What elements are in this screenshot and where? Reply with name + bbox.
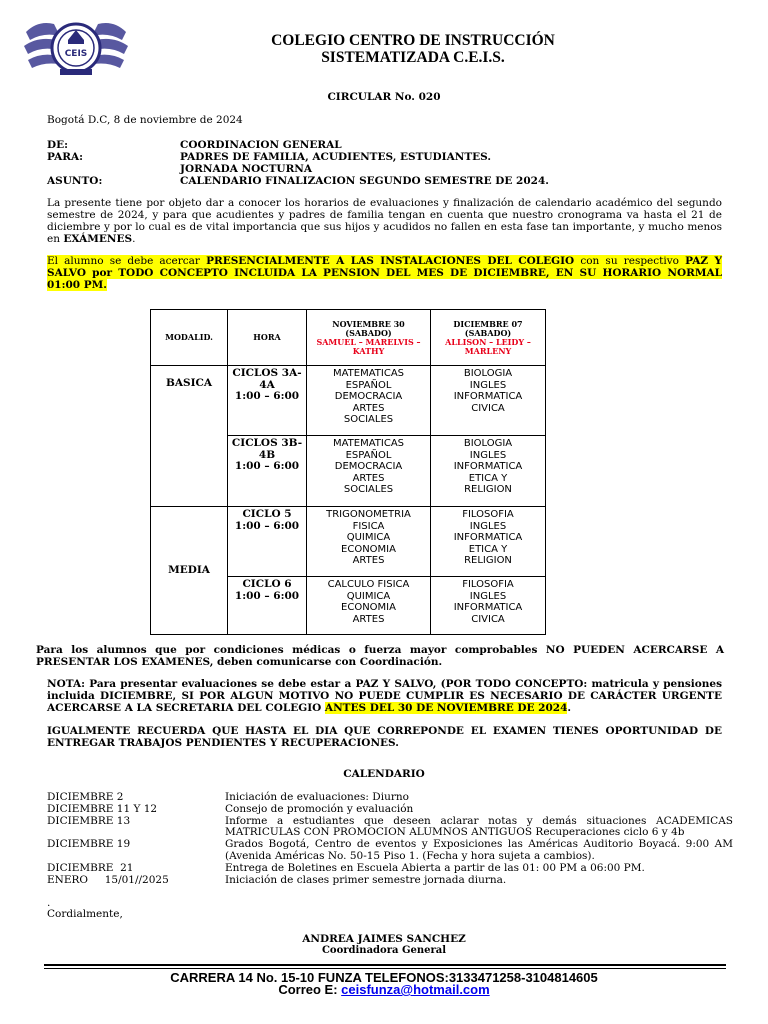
nov-subjects-cell: TRIGONOMETRIA FISICA QUIMICA ECONOMIA ARTES — [307, 507, 431, 577]
calendar-event: Consejo de promoción y evaluación — [225, 802, 414, 815]
calendar-event: Iniciación de clases primer semestre jornada diurna. — [225, 873, 507, 886]
intro-emphasis: EXÁMENES — [63, 233, 133, 245]
table-row — [151, 366, 546, 436]
school-name — [190, 32, 636, 66]
calendar-entry — [47, 863, 733, 875]
calendar-list — [47, 792, 733, 886]
calendar-entry — [47, 839, 733, 863]
nota-text: NOTA: Para presentar evaluaciones se debe estar a PAZ Y SALVO, (POR TODO CONCEPTO: matricula y pensiones incluida DICIEMBRE, SI POR ALGUN MOTIVO NO PUEDE CUMPLIR ES NECESARIO DE CARÁCTER URGENTE ACERCARSE A LA SECRETARIA DEL COLEGIO — [47, 678, 722, 714]
header-hora: HORA — [228, 310, 307, 366]
hour-range: 1:00 – 6:00 — [234, 589, 300, 602]
header-noviembre — [307, 310, 431, 366]
to-value-2: JORNADA NOCTURNA — [180, 163, 313, 175]
calendar-entry — [47, 875, 733, 887]
diciembre-date: DICIEMBRE 07 (SABADO) — [453, 318, 523, 338]
modalidad-cell: BASICA — [151, 366, 228, 507]
calendar-date: DICIEMBRE 19 — [47, 838, 131, 851]
school-name-line1: COLEGIO CENTRO DE INSTRUCCIÓN — [271, 32, 555, 49]
header-diciembre — [431, 310, 546, 366]
nota-paragraph — [47, 678, 722, 714]
table-row — [151, 507, 546, 577]
dic-subjects-cell: BIOLOGIA INGLES INFORMATICA ETICA Y RELIGION — [431, 436, 546, 507]
calendar-entry — [47, 804, 733, 816]
subject-value: CALENDARIO FINALIZACION SEGUNDO SEMESTRE DE 2024. — [180, 175, 549, 187]
igualmente-paragraph: IGUALMENTE RECUERDA QUE HASTA EL DIA QUE CORREPONDE EL EXAMEN TIENES OPORTUNIDAD DE ENTREGAR TRABAJOS PENDIENTES Y RECUPERACIONES. — [47, 725, 722, 749]
footer-email-label: Correo E: — [278, 982, 342, 997]
presential-part1: El alumno se debe acercar — [47, 255, 207, 267]
presential-part2: PRESENCIALMENTE A LAS INSTALACIONES DEL COLEGIO — [206, 255, 575, 267]
noviembre-staff: SAMUEL – MARELVIS – KATHY — [316, 336, 421, 356]
intro-end: . — [132, 233, 136, 245]
to-label: PARA: — [47, 151, 84, 163]
intro-text: La presente tiene por objeto dar a conocer los horarios de evaluaciones y finalización de calendario académico del segundo semestre de 2024, y para que acudientes y padres de familia tengan en cuenta que nuestro cronograma va hasta el 21 de diciembre y por lo cual es de vital importancia que sus hijos y acudidos no fallen en esta fase tan importante, y mucho menos en — [47, 197, 722, 245]
svg-text:CEIS: CEIS — [64, 49, 88, 59]
nov-subjects-cell: MATEMATICAS ESPAÑOL DEMOCRACIA ARTES SOCIALES — [307, 436, 431, 507]
hour-range: 1:00 – 6:00 — [234, 460, 300, 472]
nota-deadline: ANTES DEL 30 DE NOVIEMBRE DE 2024 — [324, 702, 568, 714]
hour-cell — [228, 436, 307, 507]
header-modalidad: MODALID. — [151, 310, 228, 366]
signer-role: Coordinadora General — [321, 945, 447, 956]
nov-subjects-cell: CALCULO FISICA QUIMICA ECONOMIA ARTES — [307, 577, 431, 635]
diciembre-staff: ALLISON – LEIDY – MARLENY — [445, 336, 531, 356]
dic-subjects-cell: FILOSOFIA INGLES INFORMATICA ETICA Y RELIGION — [431, 507, 546, 577]
calendar-event: Iniciación de evaluaciones: Diurno — [225, 791, 409, 803]
signer-name: ANDREA JAIMES SANCHEZ — [302, 933, 466, 945]
noviembre-date: NOVIEMBRE 30 (SABADO) — [332, 318, 405, 338]
closing-salutation: Cordialmente, — [47, 908, 123, 920]
ciclo-label: CICLO 6 — [242, 578, 292, 590]
nota-end: . — [567, 702, 572, 714]
table-header-row — [151, 310, 546, 366]
hour-cell — [228, 577, 307, 635]
from-label: DE: — [47, 139, 68, 151]
calendar-date: ENERO 15/01//2025 — [47, 873, 169, 886]
calendar-date: DICIEMBRE 2 — [47, 791, 124, 803]
intro-paragraph — [47, 197, 722, 245]
ciclo-label: CICLO 5 — [242, 508, 292, 520]
presential-part3: con su respectivo — [574, 255, 686, 267]
footer-address: CARRERA 14 No. 15-10 FUNZA TELEFONOS:3133471258-3104814605 — [170, 970, 598, 985]
footer-email-line — [0, 982, 768, 997]
calendar-date: DICIEMBRE 13 — [47, 814, 131, 827]
calendar-title: CALENDARIO — [343, 768, 425, 780]
modalidad-cell: MEDIA — [151, 507, 228, 635]
presential-part4: PAZ Y SALVO por TODO CONCEPTO INCLUIDA LA PENSION DEL MES DE DICIEMBRE, EN SU HORARIO NORMAL 01:00 PM. — [47, 255, 722, 291]
footer-divider-thin — [44, 968, 726, 969]
stray-dot: . — [47, 897, 51, 909]
calendar-event: Informe a estudiantes que deseen aclarar notas y demás situaciones ACADEMICAS MATRICULAS CON PROMOCION ALUMNOS ANTIGUOS Recuperaciones ciclo 6 y 4b — [225, 814, 733, 839]
from-value: COORDINACION GENERAL — [180, 139, 342, 151]
letter-date: Bogotá D.C, 8 de noviembre de 2024 — [47, 114, 243, 126]
subject-label: ASUNTO: — [47, 175, 103, 187]
calendar-event: Entrega de Boletines en Escuela Abierta a partir de las 01: 00 PM a 06:00 PM. — [225, 861, 645, 874]
dic-subjects-cell: FILOSOFIA INGLES INFORMATICA CIVICA — [431, 577, 546, 635]
presential-paragraph — [47, 255, 722, 291]
dic-subjects-cell: BIOLOGIA INGLES INFORMATICA CIVICA — [431, 366, 546, 436]
school-logo — [20, 14, 132, 78]
footer-email-link[interactable]: ceisfunza@hotmail.com — [341, 982, 490, 997]
hour-cell — [228, 507, 307, 577]
calendar-date: DICIEMBRE 11 Y 12 — [47, 802, 158, 815]
hour-range: 1:00 – 6:00 — [234, 390, 300, 402]
footer-divider — [44, 964, 726, 966]
ciclo-label: CICLOS 3A-4A — [232, 367, 302, 391]
medical-notice: Para los alumnos que por condiciones médicas o fuerza mayor comprobables NO PUEDEN ACERCARSE A PRESENTAR LOS EXAMENES, deben comunicarse con Coordinación. — [36, 644, 724, 668]
calendar-event: Grados Bogotá, Centro de eventos y Exposiciones las Américas Auditorio Boyacá. 9:00 AM (Avenida Américas No. 50-15 Piso 1. (Fecha y hora sujeta a cambios). — [225, 838, 733, 862]
hour-cell — [228, 366, 307, 436]
hour-range: 1:00 – 6:00 — [234, 519, 300, 532]
circular-number: CIRCULAR No. 020 — [327, 91, 441, 103]
to-value: PADRES DE FAMILIA, ACUDIENTES, ESTUDIANTES. — [180, 151, 492, 163]
calendar-entry — [47, 816, 733, 840]
exam-schedule-table — [150, 309, 546, 635]
ciclo-label: CICLOS 3B-4B — [231, 437, 303, 461]
school-name-line2: SISTEMATIZADA C.E.I.S. — [321, 49, 505, 66]
nov-subjects-cell: MATEMATICAS ESPAÑOL DEMOCRACIA ARTES SOCIALES — [307, 366, 431, 436]
calendar-date: DICIEMBRE 21 — [47, 861, 134, 874]
